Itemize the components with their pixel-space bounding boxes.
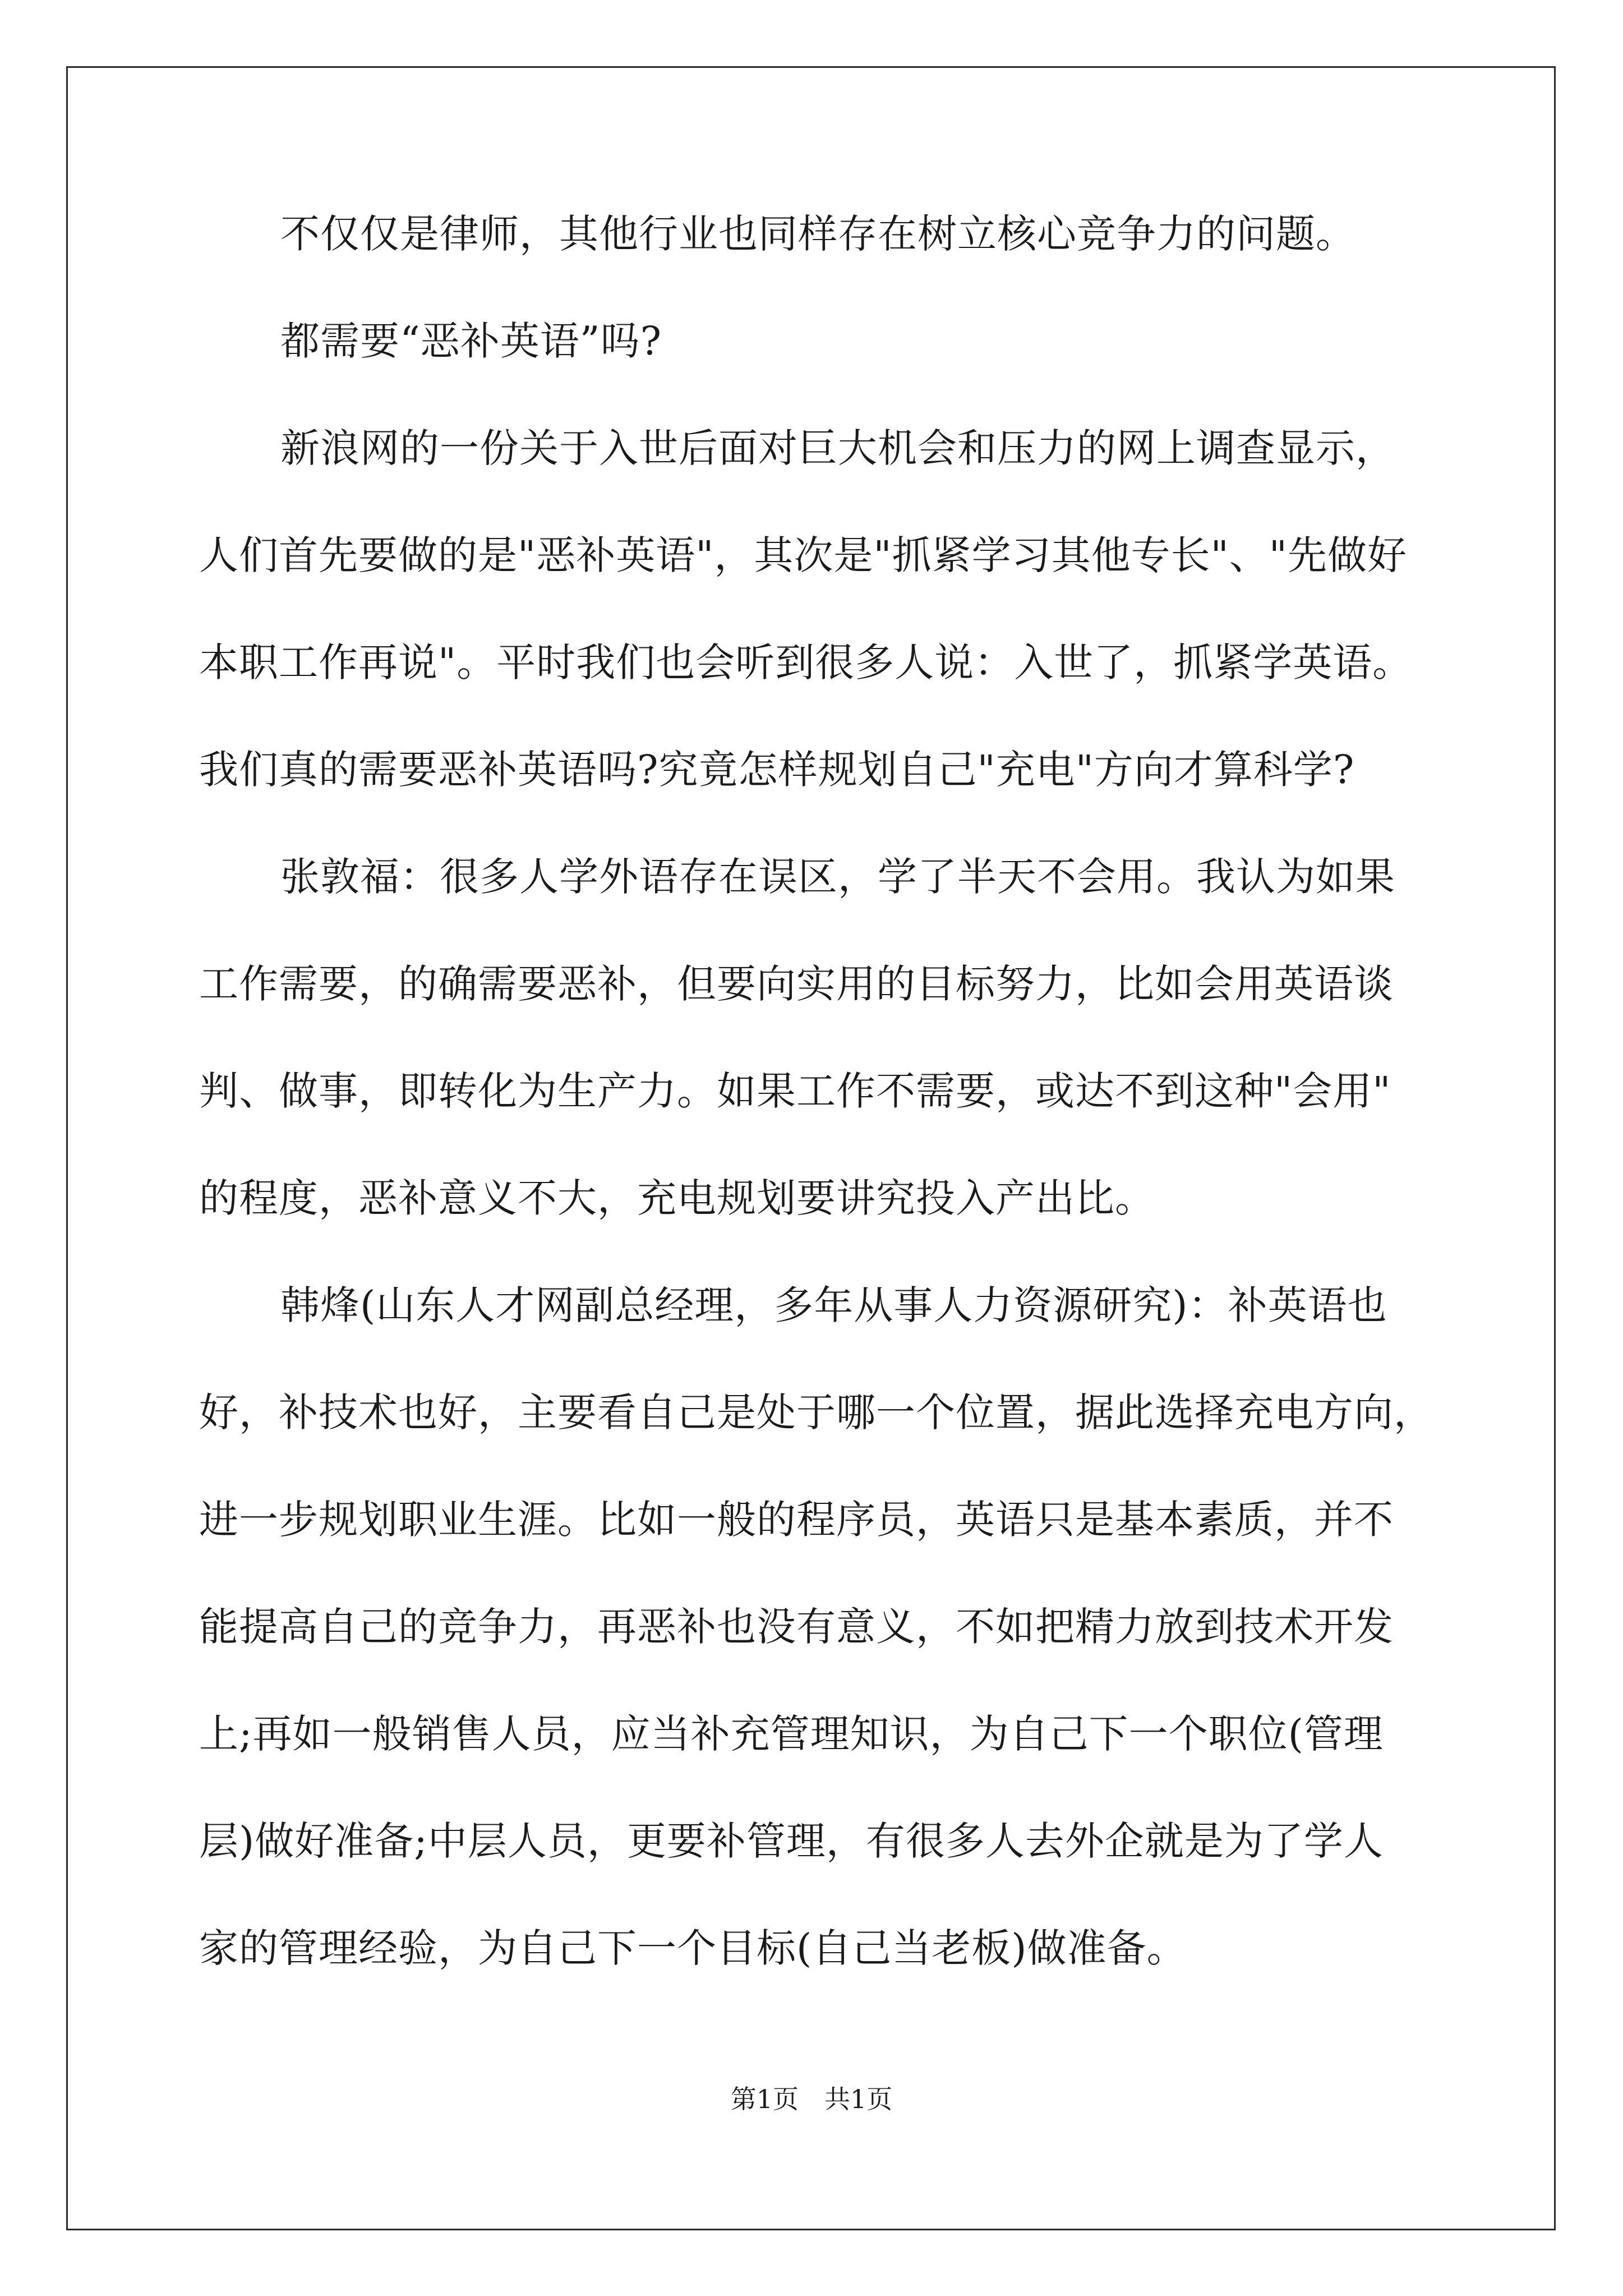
paragraph-4-line-1: 张敦福：很多人学外语存在误区，学了半天不会用。我认为如果 [280,854,1395,900]
paragraph-2-line-1: 都需要“恶补英语”吗? [280,318,662,364]
paragraph-5-line-3: 进一步规划职业生涯。比如一般的程序员，英语只是基本素质，并不 [199,1497,1394,1543]
paragraph-3-line-4: 我们真的需要恶补英语吗?究竟怎样规划自己"充电"方向才算科学? [199,747,1355,793]
paragraph-5-line-4: 能提高自己的竞争力，再恶补也没有意义，不如把精力放到技术开发 [199,1604,1394,1650]
paragraph-3-line-3: 本职工作再说"。平时我们也会听到很多人说：入世了，抓紧学英语。 [199,639,1413,685]
document-body [199,209,1453,2030]
paragraph-1-line-1: 不仅仅是律师，其他行业也同样存在树立核心竞争力的问题。 [280,211,1355,257]
paragraph-5-line-5: 上;再如一般销售人员，应当补充管理知识，为自己下一个职位(管理 [199,1711,1384,1757]
paragraph-3-line-2: 人们首先要做的是"恶补英语"，其次是"抓紧学习其他专长"、"先做好 [199,532,1407,578]
paragraph-5-line-2: 好，补技术也好，主要看自己是处于哪一个位置，据此选择充电方向， [199,1389,1433,1435]
paragraph-4-line-4: 的程度，恶补意义不大，充电规划要讲究投入产出比。 [199,1175,1155,1221]
paragraph-5-line-6: 层)做好准备;中层人员，更要补管理，有很多人去外企就是为了学人 [199,1818,1384,1864]
paragraph-5-line-1: 韩烽(山东人才网副总经理，多年从事人力资源研究)：补英语也 [280,1282,1387,1328]
paragraph-4-line-2: 工作需要，的确需要恶补，但要向实用的目标努力，比如会用英语谈 [199,961,1394,1007]
paragraph-4-line-3: 判、做事，即转化为生产力。如果工作不需要，或达不到这种"会用" [199,1068,1391,1114]
page-number-footer: 第1页 共1页 [730,2084,893,2114]
paragraph-3-line-1: 新浪网的一份关于入世后面对巨大机会和压力的网上调查显示， [280,425,1395,471]
paragraph-5-line-7: 家的管理经验，为自己下一个目标(自己当老板)做准备。 [199,1925,1187,1971]
